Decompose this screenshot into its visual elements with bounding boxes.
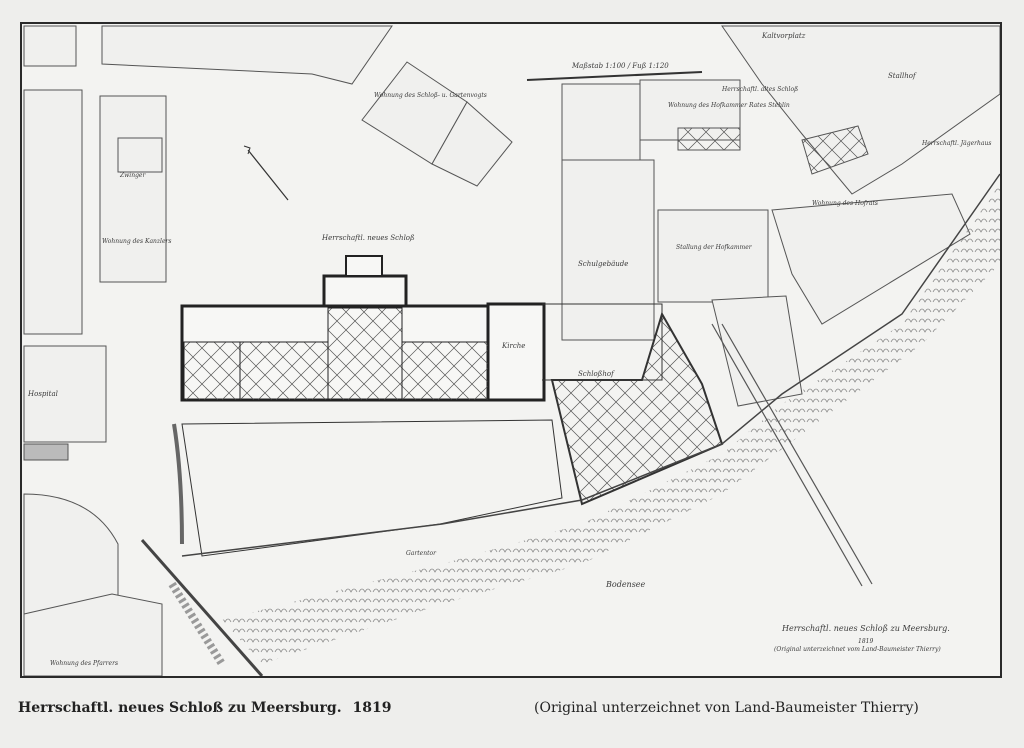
tower-house-label: Wohnung des Hofrats <box>812 200 878 207</box>
main-palace <box>182 256 544 400</box>
hospital-label: Hospital <box>28 390 58 398</box>
manor-label: Stallhof <box>888 72 916 80</box>
stair-label: Gartentor <box>406 550 436 557</box>
caption-year: 1819 <box>352 700 392 716</box>
north-arrow <box>248 150 288 200</box>
courtyard-label: Schloßhof <box>578 370 614 378</box>
stables-label: Stallung der Hofkammer <box>676 244 752 251</box>
school-label: Schulgebäude <box>578 260 629 268</box>
plan-plate <box>20 22 1002 678</box>
left-blocks <box>24 26 166 676</box>
caption-title-text: Herrschaftl. neues Schloß zu Meersburg. <box>18 700 342 716</box>
year-small-label: 1819 <box>858 638 874 645</box>
building-title-label: Herrschaftl. neues Schloß <box>322 234 415 242</box>
top-house-label: Wohnung des Schloß- u. Gartenvogts <box>374 92 487 99</box>
house-bottom-label: Wohnung des Pfarrers <box>50 660 119 667</box>
old-castle-label: Herrschaftl. altes Schloß <box>722 86 799 93</box>
church-label: Kirche <box>502 342 526 350</box>
caption-title <box>18 700 391 716</box>
dwelling-right-label: Herrschaftl. Jägerhaus <box>922 140 992 147</box>
signature-label: (Original unterzeichnet vom Land-Baumeister Thierry) <box>774 646 941 653</box>
caption-credit: (Original unterzeichnet von Land-Baumeister Thierry) <box>534 700 919 716</box>
dwelling-left-label: Wohnung des Kanzlers <box>102 238 172 245</box>
scale-label: Maßstab 1:100 / Fuß 1:120 <box>572 62 669 70</box>
upper-right-label: Kaltvorplatz <box>762 32 806 40</box>
upper-mid-label: Wohnung des Hofkammer Rates Stehlin <box>668 102 790 109</box>
title-block-label: Herrschaftl. neues Schloß zu Meersburg. <box>782 624 950 633</box>
chapel-small-label: Zwinger <box>120 172 146 179</box>
floor-plan-drawing <box>22 24 1000 676</box>
lake-label: Bodensee <box>606 580 646 589</box>
